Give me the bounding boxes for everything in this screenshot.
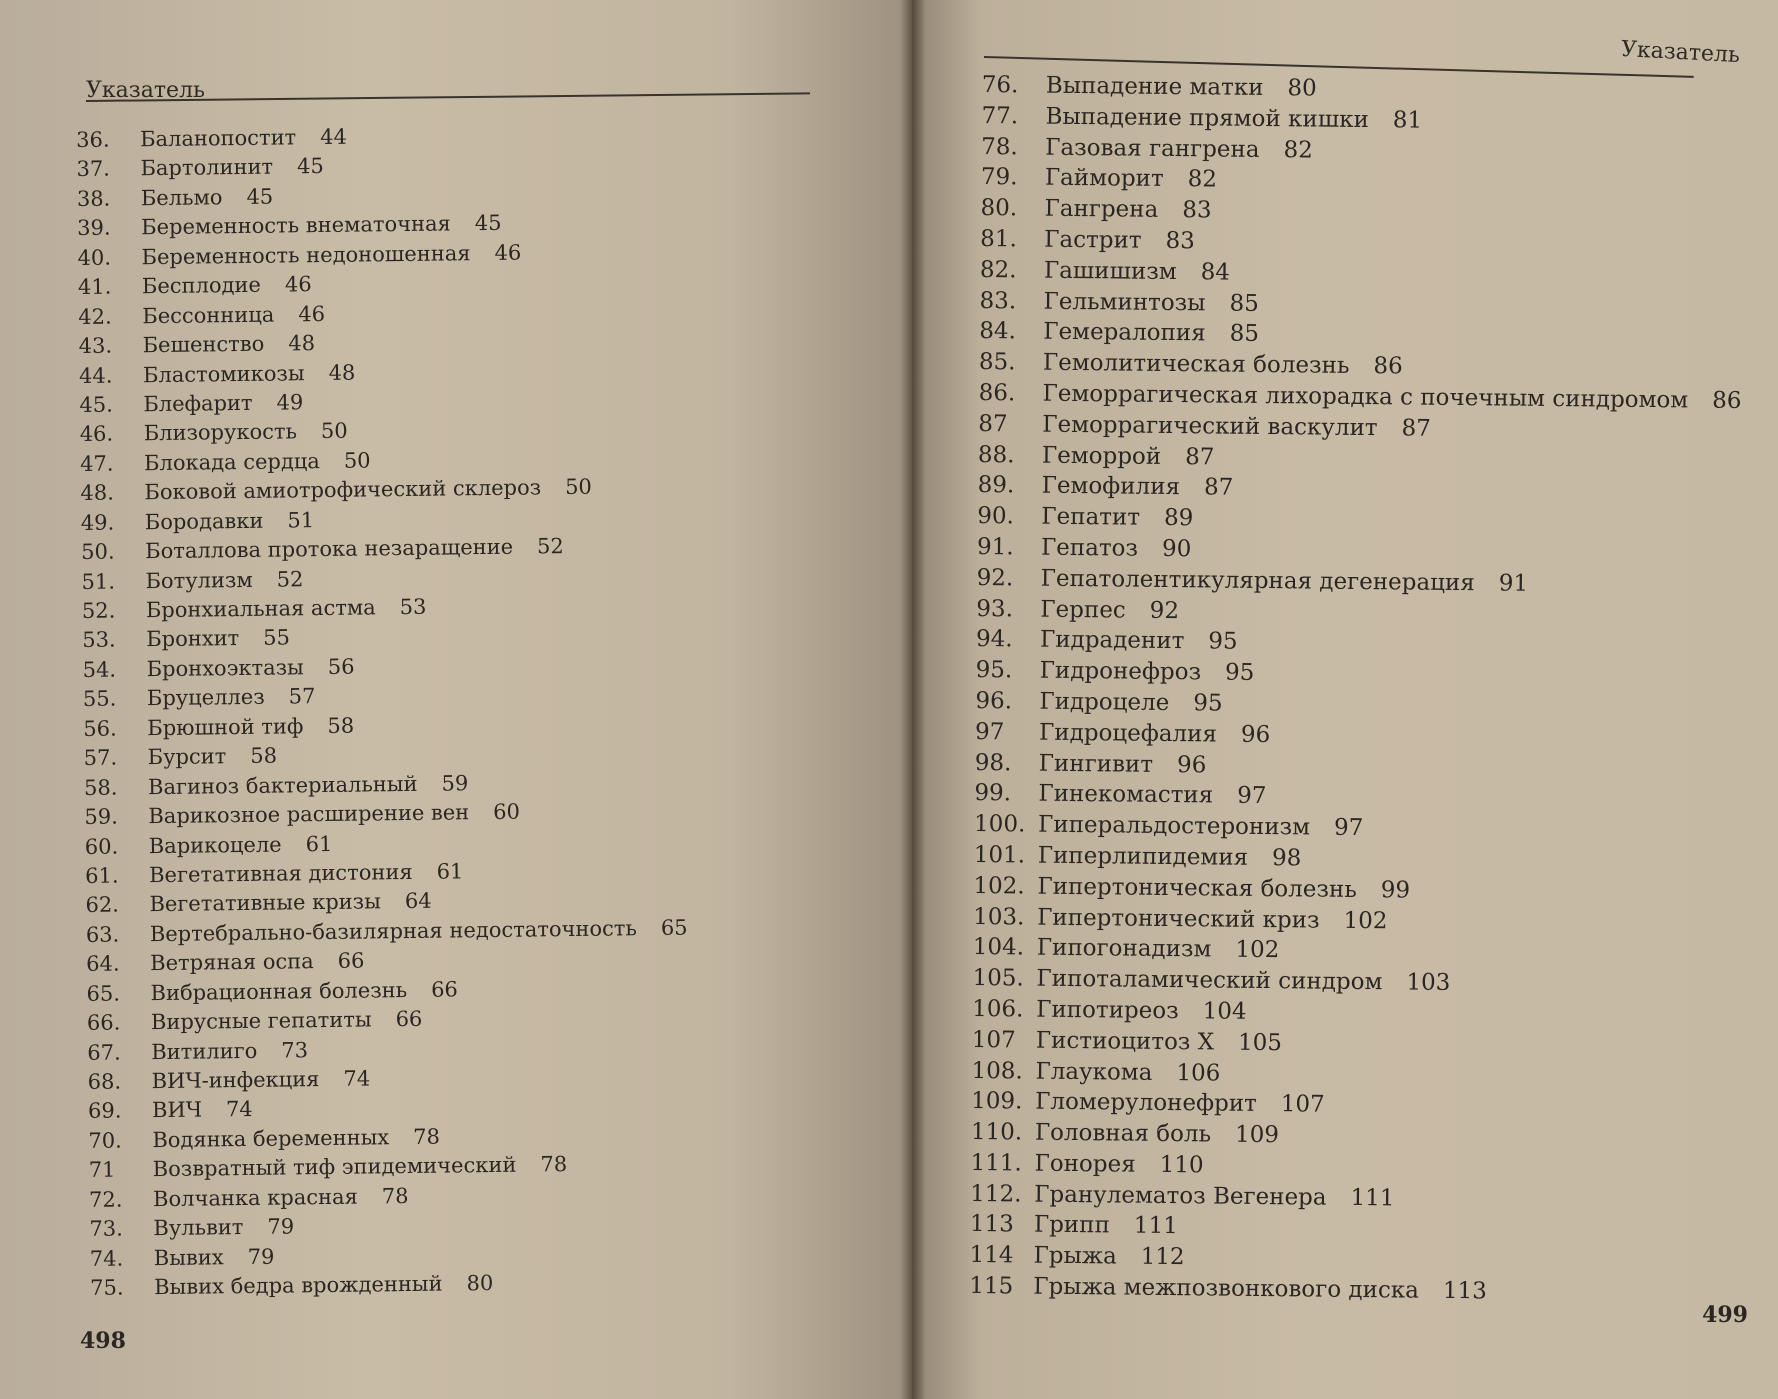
entry-number: 48. [80, 480, 115, 506]
entry-term: Близорукость [143, 419, 298, 446]
entry-term: Гидроцефалия [1038, 719, 1218, 748]
entry-number: 49. [80, 510, 115, 535]
entry-number: 62. [85, 892, 120, 918]
entry-term: Гастрит [1044, 226, 1142, 254]
entry-number: 103. [973, 903, 1025, 931]
entry-number: 84. [979, 318, 1016, 345]
entry-number: 111. [970, 1149, 1022, 1177]
entry-page-ref: 83 [1182, 197, 1212, 224]
entry-number: 55. [82, 686, 117, 712]
entry-number: 109. [971, 1088, 1023, 1115]
entry-number: 70. [88, 1128, 122, 1153]
entry-page-ref: 45 [246, 184, 274, 209]
entry-term: Бессонница [142, 302, 275, 328]
entry-number: 44. [78, 363, 113, 388]
entry-page-ref: 78 [381, 1183, 409, 1209]
entry-term: Бронхоэктазы [146, 655, 304, 682]
entry-number: 46. [79, 421, 114, 447]
entry-page-ref: 96 [1240, 721, 1271, 748]
entry-term: Бруцеллез [146, 685, 265, 711]
entry-page-ref: 58 [327, 713, 355, 738]
entry-number: 80. [980, 195, 1018, 222]
entry-number: 112. [970, 1180, 1022, 1208]
entry-term: Геморрагическая лихорадка с почечным синдромом [1042, 380, 1689, 414]
entry-term: Гемолитическая болезнь [1042, 349, 1350, 380]
entry-term: Боталлова протока незаращение [145, 534, 514, 564]
entry-term: Блефарит [143, 390, 253, 417]
entry-term: Грипп [1033, 1212, 1111, 1239]
entry-page-ref: 74 [225, 1097, 253, 1122]
entry-number: 81. [980, 225, 1017, 253]
entry-page-ref: 56 [327, 654, 355, 679]
entry-term: Грыжа [1033, 1242, 1117, 1270]
entry-number: 56. [83, 716, 117, 741]
entry-page-ref: 66 [395, 1006, 423, 1032]
entry-term: Выпадение матки [1045, 72, 1264, 101]
entry-number: 53. [82, 627, 116, 653]
entry-page-ref: 102 [1343, 907, 1388, 934]
entry-page-ref: 99 [1380, 876, 1411, 904]
entry-page-ref: 81 [1392, 107, 1423, 134]
entry-page-ref: 59 [441, 770, 469, 796]
entry-number: 63. [85, 922, 120, 947]
entry-page-ref: 109 [1234, 1121, 1280, 1149]
entry-number: 59. [84, 804, 118, 830]
entry-term: Ботулизм [145, 567, 253, 593]
entry-term: Гангрена [1044, 195, 1159, 224]
entry-term: Волчанка красная [152, 1184, 358, 1211]
entry-term: Вульвит [153, 1215, 244, 1241]
entry-term: Гингивит [1038, 750, 1154, 778]
entry-number: 107 [971, 1026, 1016, 1054]
entry-term: Гайморит [1044, 165, 1164, 193]
entry-term: Варикоцеле [148, 832, 282, 858]
entry-number: 91. [976, 533, 1014, 561]
entry-number: 69. [87, 1098, 122, 1124]
entry-page-ref: 78 [540, 1152, 568, 1177]
entry-number: 73. [89, 1216, 124, 1242]
entry-number: 79. [980, 164, 1018, 191]
entry-term: ВИЧ [151, 1097, 203, 1123]
entry-number: 72. [88, 1187, 123, 1212]
entry-term: Гипогонадизм [1036, 934, 1212, 963]
entry-page-ref: 66 [337, 948, 365, 974]
entry-page-ref: 46 [284, 272, 312, 297]
book-gutter [900, 0, 926, 1399]
entry-term: Гепатоз [1040, 534, 1139, 562]
entry-page-ref: 46 [298, 301, 326, 326]
entry-page-ref: 61 [305, 831, 333, 856]
entry-page-ref: 85 [1229, 320, 1260, 348]
entry-page-ref: 106 [1176, 1059, 1221, 1087]
entry-term: Витилиго [151, 1038, 258, 1064]
entry-number: 101. [973, 841, 1026, 869]
entry-term: Гидронефроз [1039, 657, 1202, 686]
entry-number: 86. [978, 379, 1016, 407]
entry-page-ref: 55 [263, 625, 291, 651]
entry-number: 102. [973, 872, 1025, 900]
entry-number: 68. [87, 1069, 122, 1094]
entry-page-ref: 103 [1406, 969, 1451, 997]
entry-number: 38. [76, 186, 111, 211]
entry-page-ref: 51 [287, 507, 315, 533]
entry-page-ref: 86 [1373, 353, 1403, 380]
entry-number: 100. [973, 811, 1026, 838]
entry-term: Геморрой [1041, 442, 1162, 470]
entry-number: 104. [972, 934, 1025, 961]
entry-term: Гипертоническая болезнь [1037, 873, 1357, 903]
entry-page-ref: 82 [1283, 136, 1313, 164]
entry-number: 71 [88, 1157, 116, 1183]
entry-page-ref: 112 [1140, 1244, 1185, 1271]
entry-number: 67. [87, 1040, 121, 1065]
entry-term: Гемералопия [1043, 319, 1206, 347]
entry-page-ref: 49 [276, 390, 304, 415]
entry-page-ref: 87 [1185, 443, 1215, 471]
entry-term: Гинекомастия [1038, 780, 1214, 809]
entry-page-ref: 87 [1401, 415, 1431, 442]
entry-term: Вывих [153, 1244, 224, 1270]
entry-term: Бурсит [147, 744, 227, 770]
entry-term: Гельминтозы [1043, 288, 1206, 316]
entry-page-ref: 85 [1229, 290, 1259, 317]
entry-page-ref: 95 [1208, 628, 1238, 656]
entry-number: 85. [978, 349, 1016, 376]
entry-page-ref: 65 [660, 915, 688, 940]
entry-number: 45. [79, 392, 113, 417]
entry-term: Гистиоцитоз Х [1035, 1027, 1215, 1056]
entry-number: 93. [976, 595, 1014, 622]
entry-number: 58. [83, 775, 118, 800]
entry-page-ref: 50 [320, 419, 348, 444]
entry-term: ВИЧ-инфекция [151, 1067, 320, 1094]
entry-page-ref: 102 [1235, 937, 1280, 964]
entry-page-ref: 95 [1193, 690, 1223, 717]
entry-term: Блокада сердца [143, 448, 321, 476]
entry-number: 65. [86, 981, 121, 1006]
entry-number: 37. [76, 157, 111, 182]
entry-term: Гиперлипидемия [1037, 842, 1249, 871]
entry-page-ref: 84 [1200, 259, 1231, 286]
index-list [76, 118, 890, 1305]
entry-number: 82. [979, 256, 1017, 284]
entry-term: Вегетативная дистония [148, 859, 413, 888]
entry-number: 95. [975, 657, 1013, 684]
entry-page-ref: 95 [1224, 659, 1255, 687]
entry-term: Бешенство [142, 331, 265, 358]
entry-page-ref: 44 [320, 124, 348, 150]
entry-term: Баланопостит [139, 125, 297, 152]
entry-term: Гранулематоз Вегенера [1034, 1181, 1327, 1211]
entry-number: 105. [972, 965, 1024, 992]
entry-number: 106. [972, 995, 1024, 1023]
entry-term: Гемофилия [1041, 473, 1181, 501]
entry-page-ref: 79 [247, 1244, 275, 1269]
entry-term: Вертебрально-базилярная недостаточность [149, 916, 638, 946]
entry-term: Бартолинит [140, 155, 274, 181]
entry-number: 60. [84, 834, 119, 859]
entry-page-ref: 104 [1202, 998, 1247, 1025]
right-page [912, 0, 1778, 1399]
entry-term: Гидраденит [1039, 626, 1185, 655]
entry-term: Варикозное расширение вен [148, 800, 470, 829]
entry-term: Гашишизм [1043, 257, 1177, 285]
entry-page-ref: 82 [1187, 166, 1218, 193]
entry-number: 54. [82, 657, 117, 682]
entry-term: Гломерулонефрит [1035, 1088, 1257, 1118]
entry-number: 98. [974, 749, 1012, 776]
entry-number: 115 [969, 1273, 1014, 1300]
entry-number: 88. [977, 441, 1015, 468]
entry-page-ref: 57 [288, 684, 316, 709]
entry-page-ref: 92 [1149, 597, 1180, 624]
entry-page-ref: 45 [296, 154, 324, 179]
entry-page-ref: 48 [288, 331, 316, 356]
entry-term: Гидроцеле [1039, 688, 1170, 716]
entry-number: 57. [83, 745, 118, 771]
entry-page-ref: 111 [1350, 1184, 1395, 1212]
entry-page-ref: 91 [1498, 570, 1529, 597]
entry-term: Герпес [1040, 596, 1126, 624]
entry-term: Глаукома [1035, 1058, 1153, 1086]
entry-page-ref: 86 [1712, 387, 1742, 414]
entry-number: 43. [78, 333, 113, 359]
entry-page-ref: 111 [1133, 1213, 1178, 1240]
entry-page-ref: 52 [276, 566, 304, 592]
entry-number: 64. [86, 951, 120, 977]
entry-term: Грыжа межпозвонкового диска [1033, 1273, 1420, 1304]
entry-page-ref: 105 [1237, 1029, 1283, 1056]
entry-number: 66. [86, 1010, 121, 1036]
entry-page-ref: 45 [474, 211, 502, 236]
entry-number: 99. [974, 780, 1012, 807]
entry-page-ref: 97 [1333, 814, 1364, 842]
entry-number: 74. [89, 1246, 124, 1271]
entry-page-ref: 73 [281, 1037, 309, 1063]
entry-page-ref: 46 [494, 240, 522, 265]
entry-page-ref: 113 [1442, 1277, 1487, 1305]
entry-number: 114 [969, 1242, 1014, 1269]
entry-page-ref: 110 [1159, 1151, 1204, 1179]
entry-term: Гиперальдостеронизм [1037, 811, 1311, 841]
entry-page-ref: 50 [343, 448, 371, 473]
entry-page-ref: 80 [466, 1271, 494, 1296]
entry-term: Бронхит [146, 626, 240, 652]
entry-page-ref: 107 [1280, 1091, 1325, 1118]
entry-number: 40. [77, 245, 112, 270]
entry-page-ref: 83 [1165, 227, 1195, 255]
entry-term: Возвратный тиф эпидемический [152, 1153, 517, 1182]
entry-page-ref: 64 [404, 889, 432, 914]
entry-number: 41. [77, 274, 112, 300]
running-head: Указатель [1620, 36, 1741, 69]
entry-number: 90. [977, 503, 1015, 530]
entry-page-ref: 50 [564, 474, 592, 500]
entry-term: Брюшной тиф [147, 714, 304, 740]
entry-term: Ветряная оспа [150, 949, 314, 976]
entry-number: 113 [969, 1211, 1014, 1238]
entry-page-ref: 98 [1271, 845, 1302, 872]
entry-number: 61. [84, 863, 119, 888]
entry-page-ref: 79 [267, 1214, 295, 1239]
entry-number: 96. [975, 687, 1013, 715]
entry-number: 75. [90, 1275, 124, 1300]
entry-term: Вегетативные кризы [149, 889, 382, 917]
entry-number: 51. [81, 569, 116, 594]
entry-term: Геморрагический васкулит [1042, 411, 1378, 441]
entry-number: 89. [977, 472, 1015, 499]
entry-number: 83. [979, 287, 1017, 314]
page-number: 498 [80, 1328, 126, 1354]
entry-number: 110. [970, 1119, 1023, 1146]
entry-page-ref: 48 [328, 360, 356, 385]
entry-term: Бластомикозы [142, 360, 305, 387]
entry-term: Бельмо [140, 185, 223, 211]
entry-number: 108. [971, 1057, 1023, 1084]
entry-page-ref: 60 [493, 799, 521, 825]
entry-number: 39. [77, 215, 111, 241]
entry-term: Вирусные гепатиты [150, 1007, 372, 1035]
entry-page-ref: 90 [1161, 535, 1192, 563]
entry-number: 42. [78, 304, 112, 329]
entry-term: Боковой амиотрофический склероз [144, 475, 542, 505]
entry-term: Гепатолентикулярная дегенерация [1040, 565, 1475, 596]
entry-term: Вибрационная болезнь [150, 977, 408, 1005]
entry-page-ref: 87 [1203, 474, 1234, 502]
entry-page-ref: 74 [343, 1066, 371, 1091]
entry-page-ref: 78 [413, 1124, 441, 1149]
entry-number: 92. [976, 564, 1014, 592]
entry-number: 78. [981, 133, 1018, 160]
entry-page-ref: 58 [250, 743, 278, 769]
entry-number: 77. [981, 102, 1019, 130]
entry-page-ref: 89 [1163, 505, 1194, 532]
entry-number: 52. [81, 598, 116, 623]
entry-page-ref: 66 [430, 977, 458, 1002]
entry-term: Бородавки [144, 508, 264, 534]
entry-term: Беременность внематочная [141, 211, 451, 240]
entry-number: 76. [981, 72, 1019, 99]
entry-page-ref: 96 [1176, 751, 1207, 778]
entry-term: Бронхиальная астма [145, 595, 376, 623]
entry-number: 94. [975, 626, 1013, 653]
entry-number: 87 [978, 410, 1008, 438]
entry-page-ref: 97 [1237, 783, 1267, 810]
entry-term: Гипотиреоз [1036, 996, 1179, 1025]
entry-term: Головная боль [1034, 1119, 1212, 1148]
entry-term: Выпадение прямой кишки [1045, 103, 1369, 133]
entry-number: 47. [79, 451, 114, 476]
entry-term: Беременность недоношенная [141, 240, 471, 269]
index-list [969, 72, 1772, 1312]
entry-term: Гипертонический криз [1037, 904, 1320, 934]
entry-term: Гонорея [1034, 1150, 1136, 1178]
entry-page-ref: 52 [536, 534, 564, 559]
entry-page-ref: 53 [399, 594, 427, 620]
entry-number: 50. [81, 539, 115, 565]
entry-term: Газовая гангрена [1045, 134, 1260, 163]
entry-term: Вывих бедра врожденный [154, 1271, 443, 1300]
entry-term: Водянка беременных [152, 1125, 390, 1153]
entry-term: Гепатит [1041, 503, 1141, 531]
entry-term: Бесплодие [141, 272, 262, 299]
entry-page-ref: 61 [436, 859, 464, 884]
page-number: 499 [1702, 1302, 1748, 1328]
entry-number: 36. [76, 127, 110, 152]
entry-number: 97 [974, 718, 1005, 746]
entry-term: Гипоталамический синдром [1036, 965, 1383, 996]
entry-term: Вагиноз бактериальный [147, 771, 418, 799]
running-head: Указатель [86, 78, 206, 103]
entry-page-ref: 80 [1287, 75, 1317, 102]
